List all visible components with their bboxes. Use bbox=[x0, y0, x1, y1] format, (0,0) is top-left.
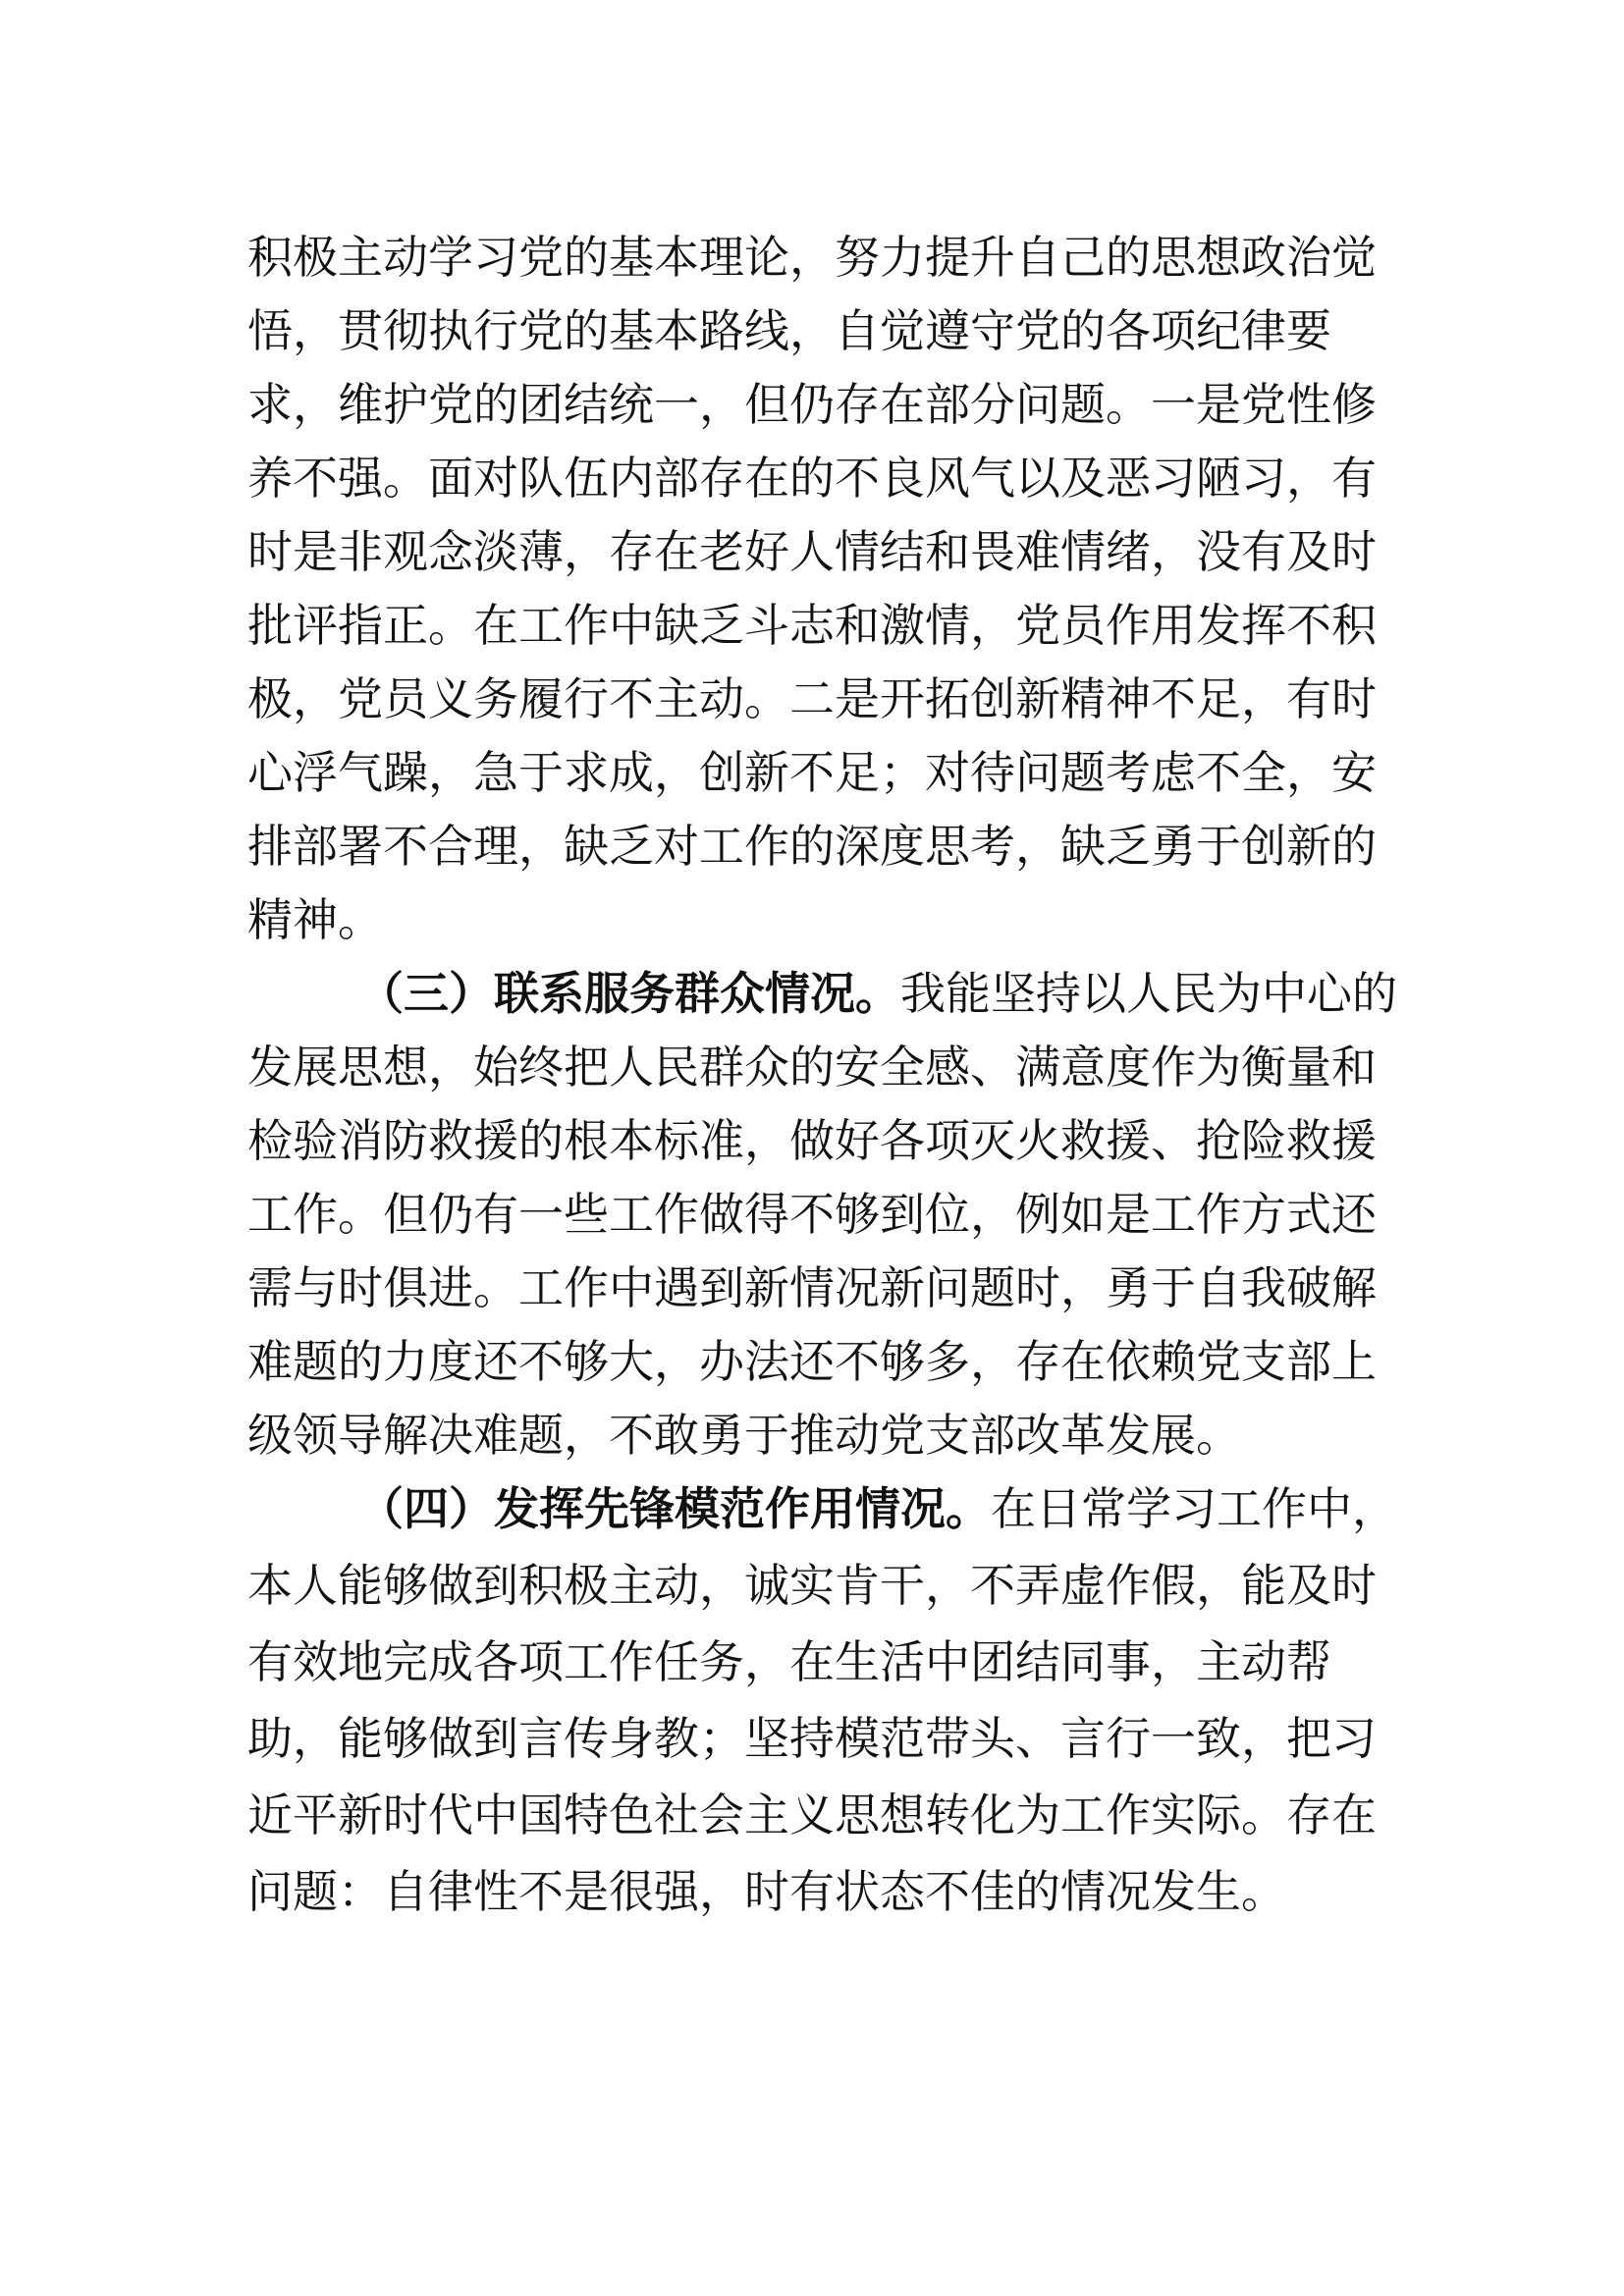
section-text: 在日常学习工作中， bbox=[991, 1482, 1397, 1535]
text-line: 工作。但仍有一些工作做得不够到位，例如是工作方式还 bbox=[247, 1188, 1377, 1241]
text-line: 极，党员义务履行不主动。二是开拓创新精神不足，有时 bbox=[247, 672, 1377, 725]
text-line: 心浮气躁，急于求成，创新不足；对待问题考虑不全，安 bbox=[247, 746, 1377, 799]
section-heading: （四）发挥先锋模范作用情况。 bbox=[358, 1482, 991, 1535]
text-line: 精神。 bbox=[247, 893, 383, 946]
text-line: 悟，贯彻执行党的基本路线，自觉遵守党的各项纪律要 bbox=[247, 304, 1331, 357]
section-first-line bbox=[358, 1479, 1397, 1538]
text-line: 检验消防救援的根本标准，做好各项灭火救援、抢险救援 bbox=[247, 1114, 1377, 1167]
text-line: 排部署不合理，缺乏对工作的深度思考，缺乏勇于创新的 bbox=[247, 820, 1377, 873]
text-line: 有效地完成各项工作任务，在生活中团结同事，主动帮 bbox=[247, 1635, 1331, 1688]
text-line: 发展思想，始终把人民群众的安全感、满意度作为衡量和 bbox=[247, 1041, 1377, 1094]
section-heading: （三）联系服务群众情况。 bbox=[358, 967, 900, 1020]
text-line: 积极主动学习党的基本理论，努力提升自己的思想政治觉 bbox=[247, 231, 1377, 284]
text-line: 难题的力度还不够大，办法还不够多，存在依赖党支部上 bbox=[247, 1335, 1377, 1388]
text-line: 级领导解决难题，不敢勇于推动党支部改革发展。 bbox=[247, 1409, 1241, 1462]
text-line: 问题：自律性不是很强，时有状态不佳的情况发生。 bbox=[247, 1865, 1286, 1918]
text-line: 时是非观念淡薄，存在老好人情结和畏难情绪，没有及时 bbox=[247, 525, 1377, 578]
text-line: 养不强。面对队伍内部存在的不良风气以及恶习陋习，有 bbox=[247, 452, 1377, 505]
text-line: 求，维护党的团结统一，但仍存在部分问题。一是党性修 bbox=[247, 378, 1377, 431]
text-line: 近平新时代中国特色社会主义思想转化为工作实际。存在 bbox=[247, 1789, 1377, 1842]
text-line: 助，能够做到言传身教；坚持模范带头、言行一致，把习 bbox=[247, 1712, 1377, 1765]
section-text: 我能坚持以人民为中心的 bbox=[900, 967, 1397, 1020]
text-line: 本人能够做到积极主动，诚实肯干，不弄虚作假，能及时 bbox=[247, 1559, 1377, 1612]
text-line: 需与时俱进。工作中遇到新情况新问题时，勇于自我破解 bbox=[247, 1261, 1377, 1314]
section-first-line bbox=[358, 964, 1397, 1023]
text-line: 批评指正。在工作中缺乏斗志和激情，党员作用发挥不积 bbox=[247, 599, 1377, 652]
